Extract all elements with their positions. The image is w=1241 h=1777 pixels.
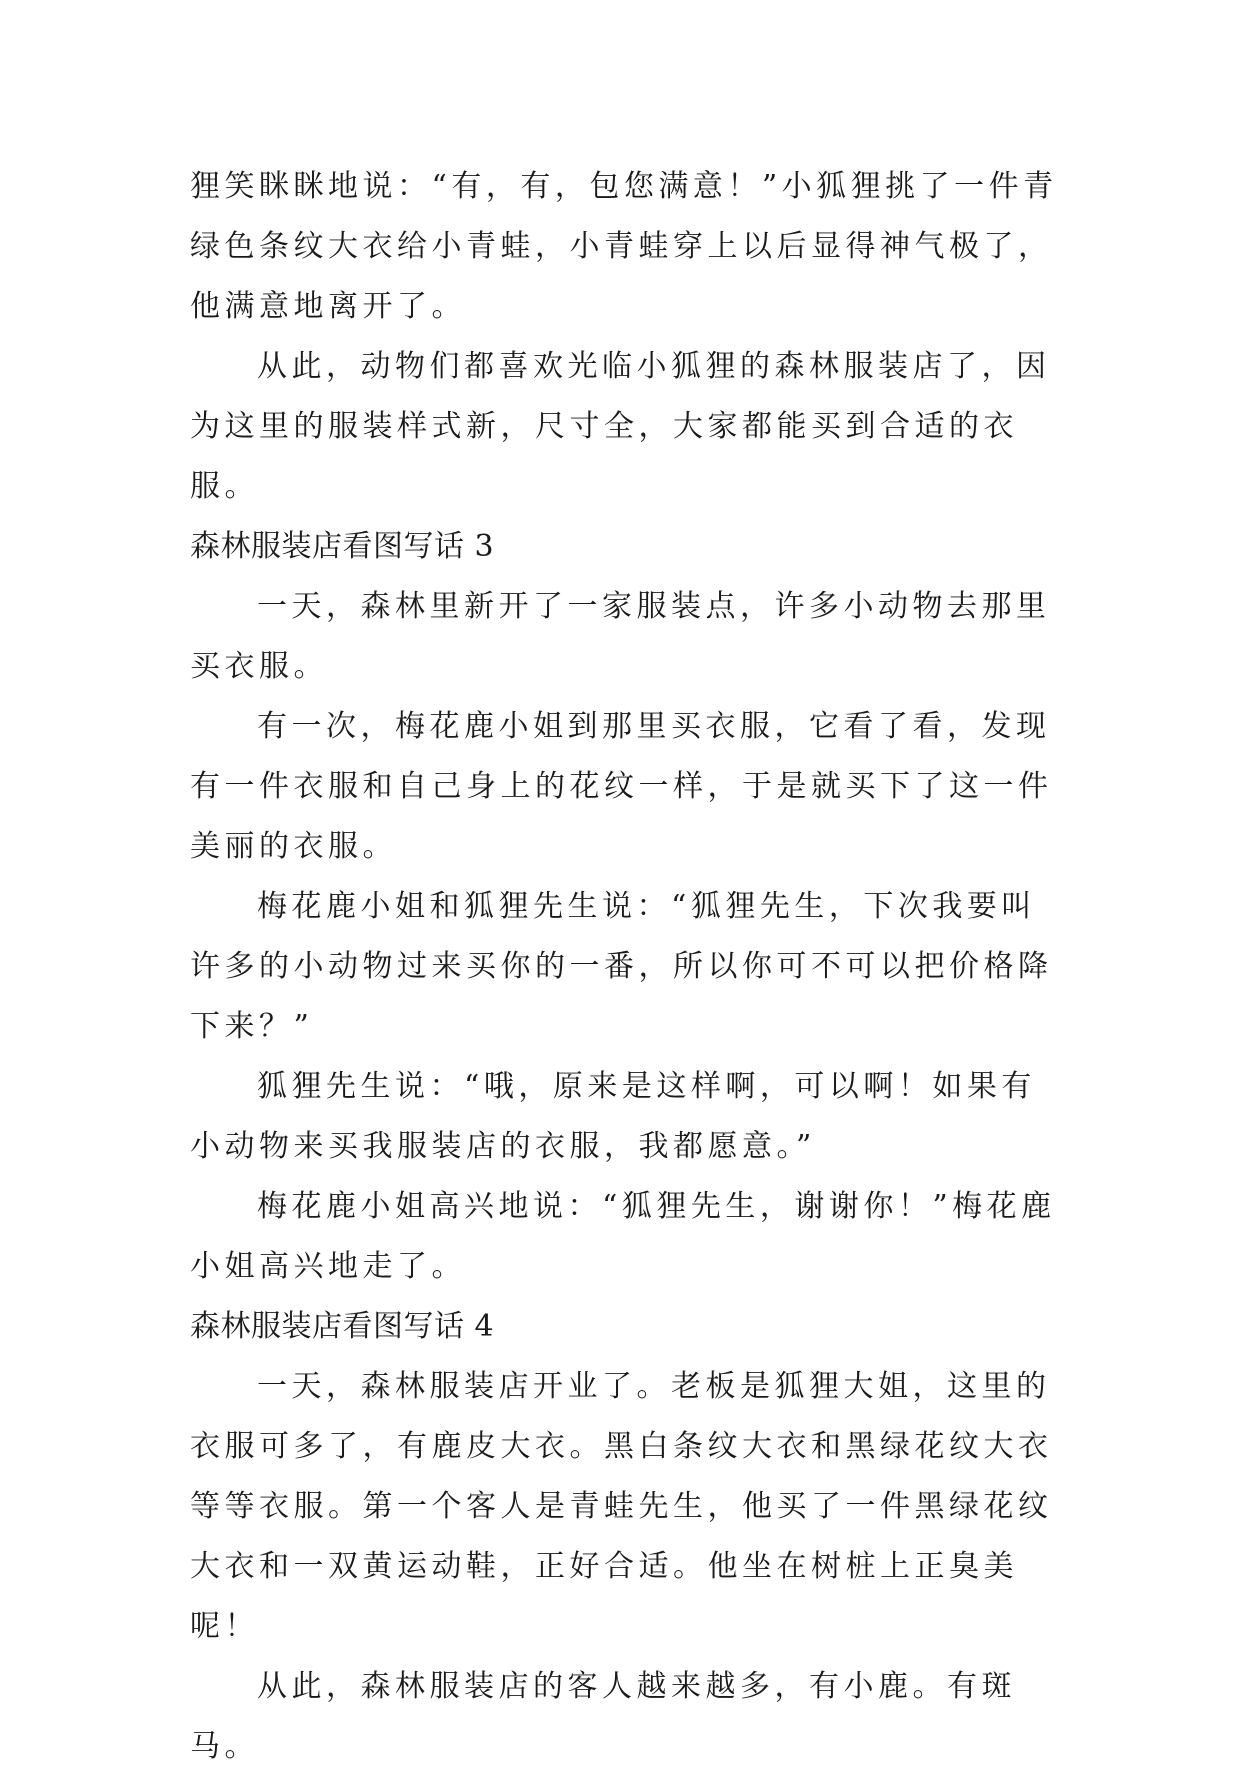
paragraph: 一天，森林服装店开业了。老板是狐狸大姐，这里的衣服可多了，有鹿皮大衣。黑白条纹大衣和黑绿花纹大衣等等衣服。第一个客人是青蛙先生，他买了一件黑绿花纹大衣和一双黄运动鞋，正好合适。他坐在树桩上正臭美呢！ [190,1369,1053,1644]
paragraph: 一天，森林里新开了一家服装点，许多小动物去那里买衣服。 [190,589,1051,684]
document-body [190,157,1070,1777]
paragraph: 狐狸先生说：“哦，原来是这样啊，可以啊！如果有小动物来买我服装店的衣服，我都愿意。” [190,1069,1036,1164]
paragraph: 梅花鹿小姐和狐狸先生说：“狐狸先生，下次我要叫许多的小动物过来买你的一番，所以你可不可以把价格降下来？” [190,889,1053,1044]
paragraph: 从此，森林服装店的客人越来越多，有小鹿。有斑马。 [190,1669,1016,1764]
paragraph: 狸笑眯眯地说：“有，有，包您满意！”小狐狸挑了一件青绿色条纹大衣给小青蛙，小青蛙穿上以后显得神气极了，他满意地离开了。 [190,169,1058,324]
paragraph: 梅花鹿小姐高兴地说：“狐狸先生，谢谢你！”梅花鹿小姐高兴地走了。 [190,1189,1056,1284]
paragraph: 有一次，梅花鹿小姐到那里买衣服，它看了看，发现有一件衣服和自己身上的花纹一样，于是就买下了这一件美丽的衣服。 [190,709,1053,864]
section-heading: 森林服装店看图写话 3 [190,529,495,564]
paragraph: 从此，动物们都喜欢光临小狐狸的森林服装店了，因为这里的服装样式新，尺寸全，大家都能买到合适的衣服。 [190,349,1051,504]
section-heading: 森林服装店看图写话 4 [190,1309,495,1344]
